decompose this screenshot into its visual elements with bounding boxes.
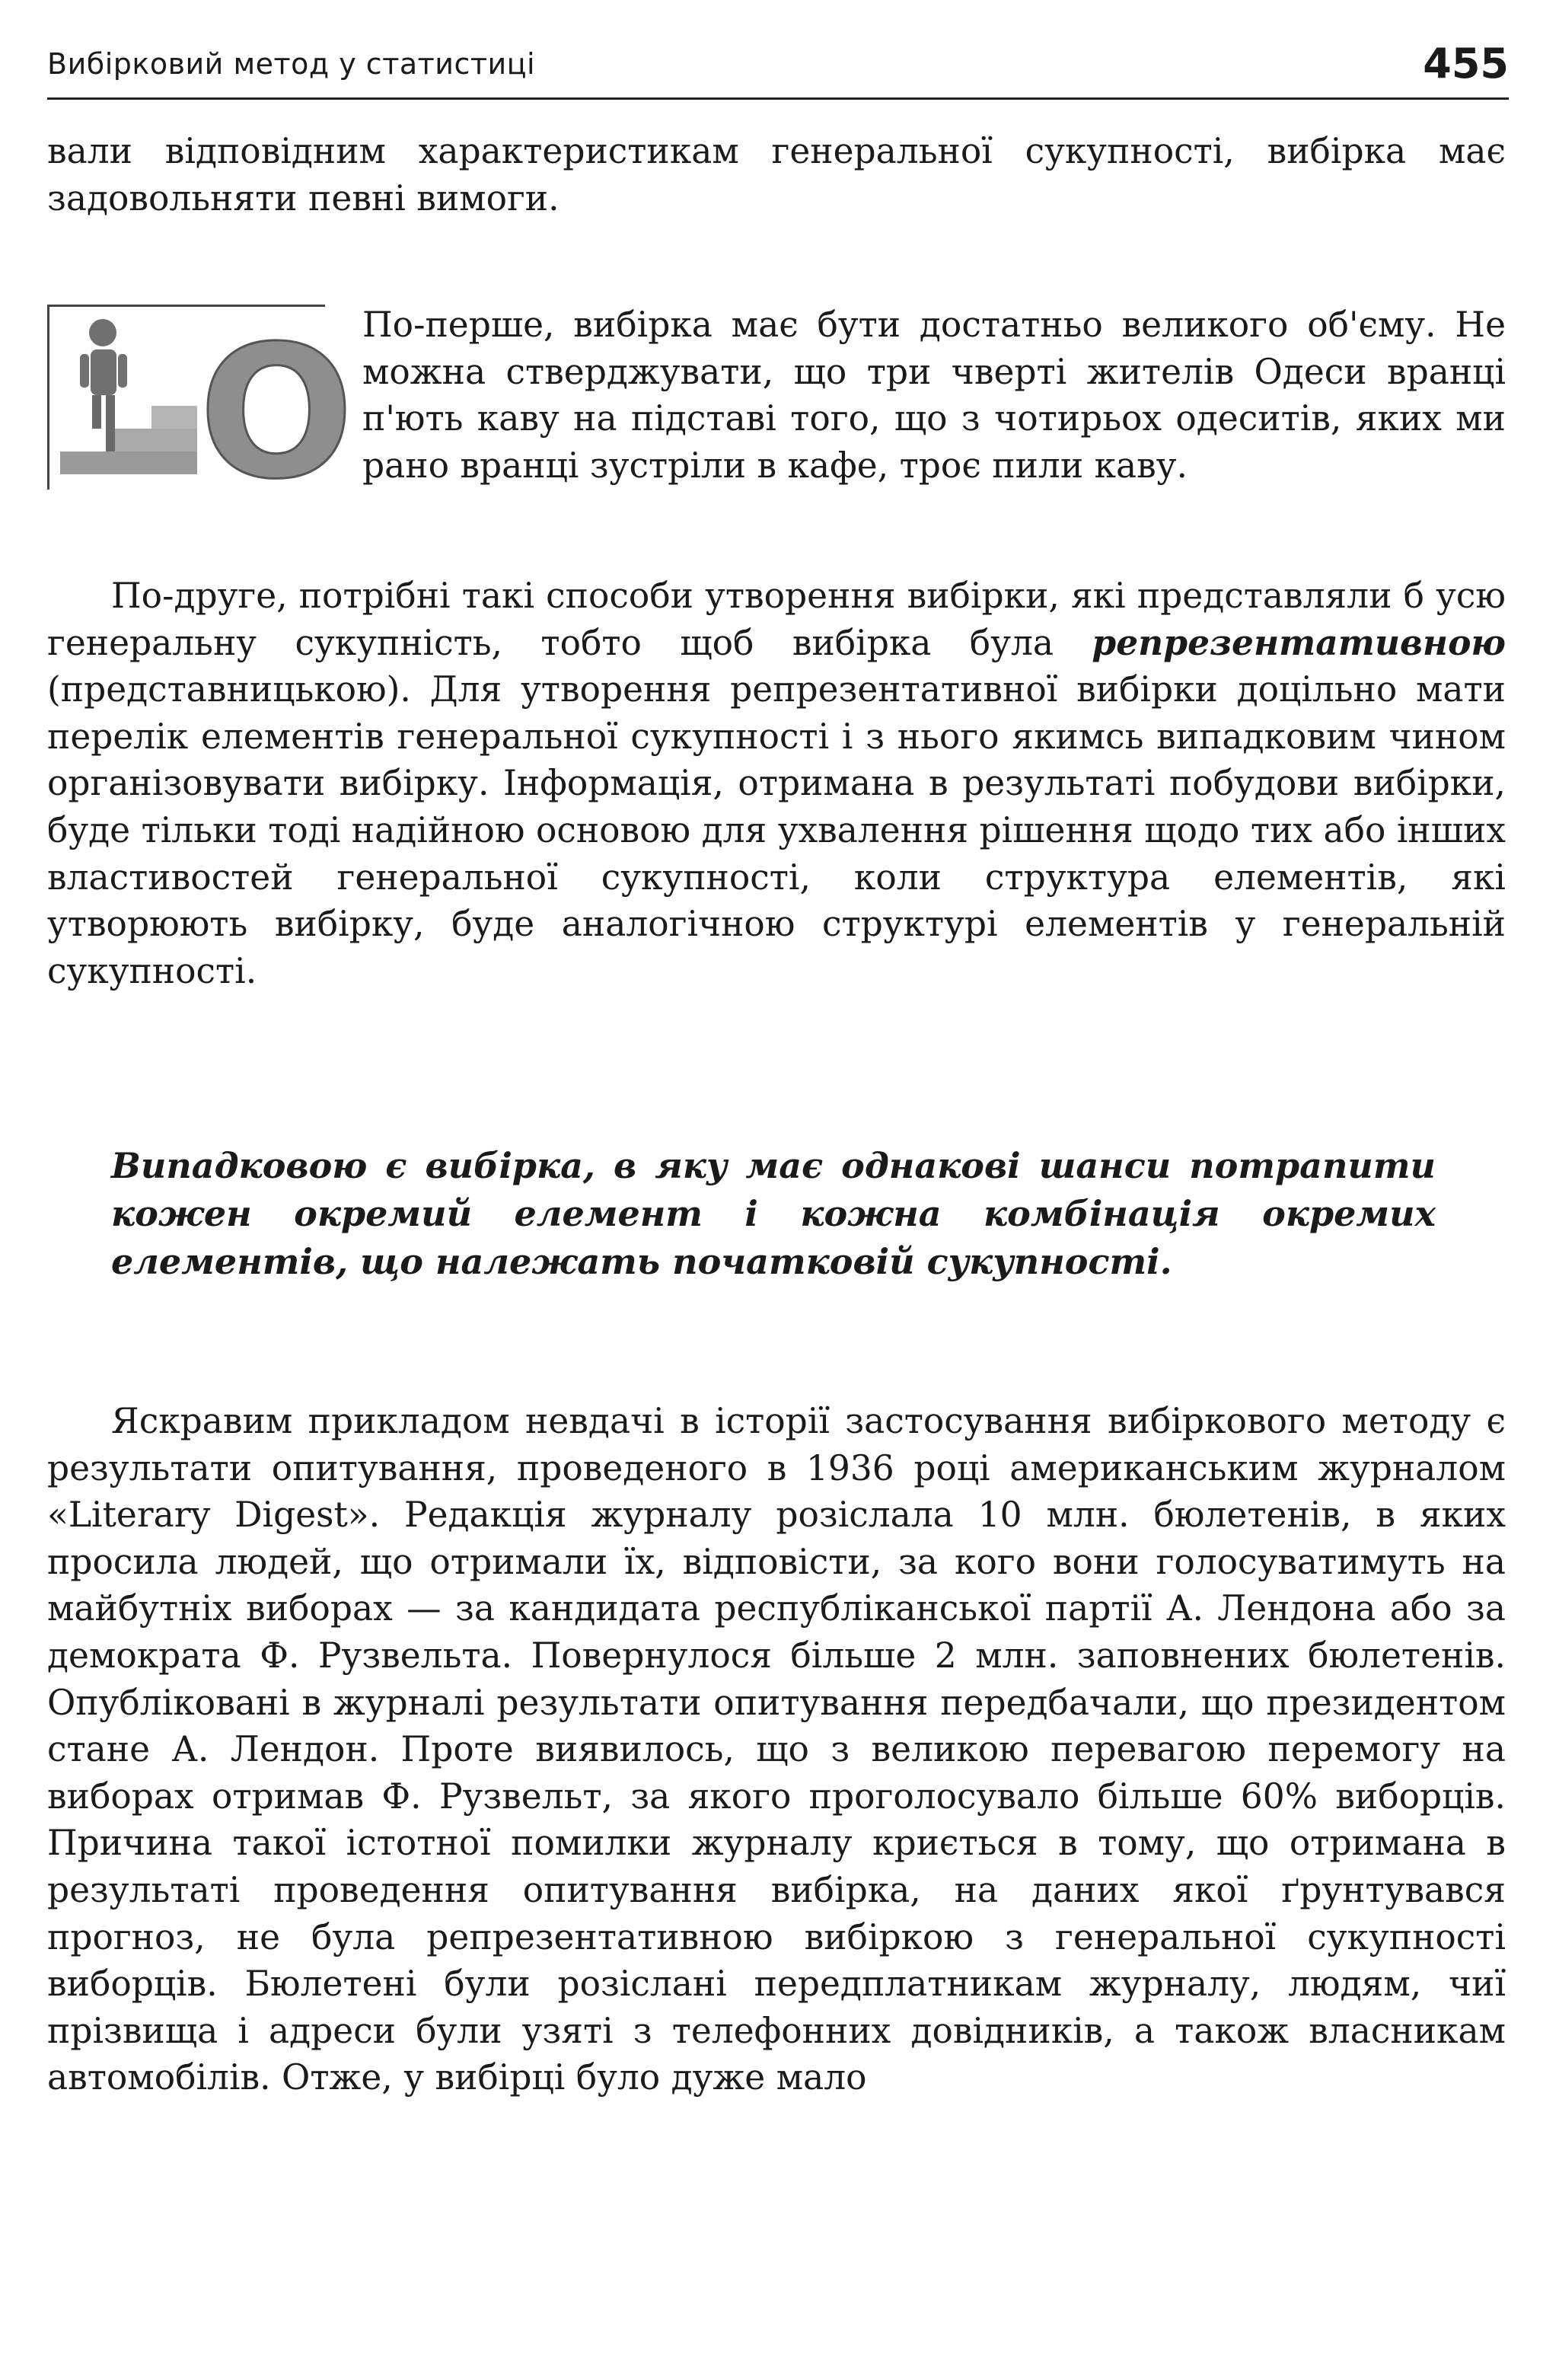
paragraph-second-requirement-start: По-друге, потрібні такі способи утворення вибірки, які представляли б усю генеральну сукупність, тобто щоб вибірка була xyxy=(47,576,1506,663)
svg-text:O: O xyxy=(199,306,355,519)
paragraph-continuation: вали відповідним характеристикам генеральної сукупності, вибірка має задовольняти певні вимоги. xyxy=(47,131,1506,219)
running-title: Вибірковий метод у статистиці xyxy=(47,47,536,81)
paragraph-second-requirement-end: (представницькою). Для утворення репрезентативної вибірки доцільно мати перелік елементів генеральної сукупності і з нього якимсь випадковим чином організовувати вибірку. Інформація, отримана в результаті побудови вибірки, буде тільки тоді надійною основою для ухвалення рішення щодо тих або інших властивостей генеральної сукупності, коли структура елементів, які утворюють вибірку, буде аналогічною структурі елементів у генеральній сукупності. xyxy=(47,669,1506,991)
paragraph-first-requirement xyxy=(47,301,1506,498)
term-representative: репрезентативною xyxy=(1092,621,1506,663)
page-header xyxy=(47,30,1509,100)
page-number: 455 xyxy=(1423,40,1509,88)
icon-float-space xyxy=(47,301,362,498)
paragraph-literary-digest-example: Яскравим прикладом невдачі в історії застосування вибіркового методу є результати опитування, проведеного в 1936 році американським журналом «Literary Digest». Редакція журналу розіслала 10 млн. бюлетенів, в яких просила людей, що отримали їх, відповісти, за кого вони голосуватимуть на майбутніх виборах — за кандидата республіканської партії А. Лендона або за демократа Ф. Рузвельта. Повернулося більше 2 млн. заповнених бюлетенів. Опубліковані в журналі результати опитування передбачали, що президентом стане А. Лендон. Проте виявилось, що з великою перевагою перемогу на виборах отримав Ф. Рузвельт, за якого проголосувало більше 60% виборців. Причина такої істотної помилки журналу криється в тому, що отримана в результаті проведення опитування вибірка, на даних якої ґрунтувався прогноз, не була репрезентативною вибіркою з генеральної сукупності виборців. Бюлетені були розіслані передплатникам журналу, людям, чиї прізвища і адреси були узяті з телефонних довідників, а також власникам автомобілів. Отже, у вибірці було дуже мало xyxy=(47,1401,1506,2098)
paragraph-first-requirement-text: По-перше, вибірка має бути достатньо великого об'єму. Не можна стверджувати, що три чверті жителів Одеси вранці п'ють каву на підставі того, що з чотирьох одеситів, яких ми рано вранці зустріли в кафе, троє пили каву. xyxy=(362,305,1506,486)
paragraph-second-requirement xyxy=(47,573,1506,994)
definition-random-sample: Випадковою є вибірка, в яку має однакові шанси потрапити кожен окремий елемент і кожна комбінація окремих елементів, що належать початковій сукупності. xyxy=(111,1145,1436,1282)
